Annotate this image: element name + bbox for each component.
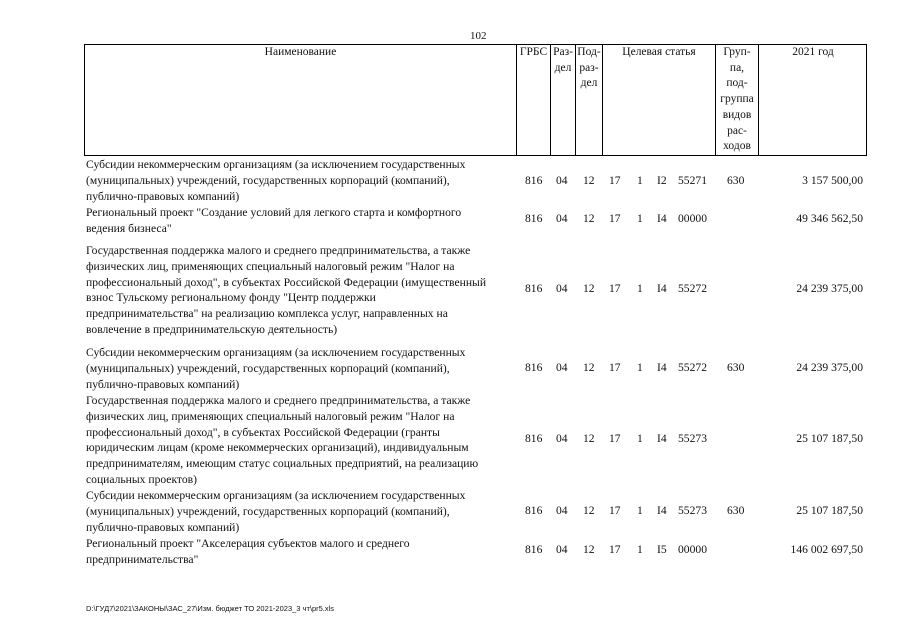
row-target-1: 17 <box>609 282 621 295</box>
row-podrazdel: 12 <box>583 543 595 556</box>
row-razdel: 04 <box>556 282 568 295</box>
header-podrazdel: Под- раз- дел <box>576 45 603 156</box>
page-number: 102 <box>470 30 487 42</box>
row-target-3: I4 <box>657 361 667 374</box>
header-grbs: ГРБС <box>517 45 551 156</box>
row-name: Субсидии некоммерческим организациям (за исключением государственных (муниципальных) учреждений, государственных корпораций (компаний), публично-правовых компаний) <box>86 489 466 534</box>
row-target-4: 00000 <box>678 212 707 225</box>
row-grbs: 816 <box>525 282 543 295</box>
row-razdel: 04 <box>556 212 568 225</box>
row-target-2: 1 <box>637 543 643 556</box>
row-name: Субсидии некоммерческим организациям (за исключением государственных (муниципальных) учреждений, государственных корпораций (компаний), публично-правовых компаний) <box>86 346 466 391</box>
row-podrazdel: 12 <box>583 174 595 187</box>
row-target-4: 55271 <box>678 174 707 187</box>
table-row <box>84 393 867 489</box>
row-target-3: I5 <box>657 543 667 556</box>
row-target-3: I4 <box>657 282 667 295</box>
row-grbs: 816 <box>525 504 543 517</box>
header-name: Наименование <box>85 45 517 156</box>
row-target-2: 1 <box>637 174 643 187</box>
row-amount: 25 107 187,50 <box>796 432 863 445</box>
row-target-1: 17 <box>609 361 621 374</box>
row-podrazdel: 12 <box>583 361 595 374</box>
file-path-footer: D:\ГУД7\2021\ЗАКОНЫ\ЗАС_27\Изм. бюджет ТО 2021-2023_3 чт\pr5.xls <box>86 604 335 613</box>
row-target-3: I4 <box>657 212 667 225</box>
row-target-3: I2 <box>657 174 667 187</box>
row-podrazdel: 12 <box>583 432 595 445</box>
row-grbs: 816 <box>525 361 543 374</box>
row-amount: 49 346 562,50 <box>796 212 863 225</box>
row-grbs: 816 <box>525 432 543 445</box>
row-amount: 24 239 375,00 <box>796 361 863 374</box>
row-razdel: 04 <box>556 432 568 445</box>
row-grbs: 816 <box>525 174 543 187</box>
header-expense-group: Груп- па, под- группа видов рас- ходов <box>716 45 759 156</box>
header-target-article: Целевая статья <box>603 45 716 156</box>
row-razdel: 04 <box>556 361 568 374</box>
row-target-2: 1 <box>637 212 643 225</box>
row-amount: 3 157 500,00 <box>802 174 863 187</box>
row-amount: 24 239 375,00 <box>796 282 863 295</box>
row-razdel: 04 <box>556 504 568 517</box>
row-target-1: 17 <box>609 432 621 445</box>
row-name: Региональный проект "Создание условий для легкого старта и комфортного ведения бизнеса" <box>86 206 462 235</box>
row-expense-group: 630 <box>727 361 745 374</box>
row-podrazdel: 12 <box>583 504 595 517</box>
row-name: Региональный проект "Акселерация субъектов малого и среднего предпринимательства" <box>86 537 410 566</box>
row-razdel: 04 <box>556 543 568 556</box>
table-header <box>84 44 867 156</box>
row-podrazdel: 12 <box>583 212 595 225</box>
row-target-3: I4 <box>657 504 667 517</box>
header-razdel: Раз- дел <box>551 45 576 156</box>
row-target-1: 17 <box>609 543 621 556</box>
row-target-2: 1 <box>637 432 643 445</box>
row-target-3: I4 <box>657 432 667 445</box>
row-target-2: 1 <box>637 282 643 295</box>
row-target-4: 55273 <box>678 432 707 445</box>
row-razdel: 04 <box>556 174 568 187</box>
row-target-2: 1 <box>637 361 643 374</box>
row-target-2: 1 <box>637 504 643 517</box>
row-podrazdel: 12 <box>583 282 595 295</box>
row-expense-group: 630 <box>727 174 745 187</box>
row-target-4: 00000 <box>678 543 707 556</box>
row-target-4: 55272 <box>678 282 707 295</box>
table-row <box>84 243 867 339</box>
row-name: Субсидии некоммерческим организациям (за исключением государственных (муниципальных) учреждений, государственных корпораций (компаний), публично-правовых компаний) <box>86 158 466 203</box>
row-target-1: 17 <box>609 212 621 225</box>
row-amount: 25 107 187,50 <box>796 504 863 517</box>
table-row <box>84 536 867 568</box>
row-name: Государственная поддержка малого и среднего предпринимательства, а также физических лиц, применяющих специальный налоговый режим "Налог на профессиональный доход", в субъектах Российской Федерации (имущественный взнос Тульскому региональному фонду "Центр поддержки предпринимательства" на реализацию комплекса услуг, направленных на вовлечение в предпринимательскую деятельность) <box>86 244 487 336</box>
table-row <box>84 205 867 237</box>
row-expense-group: 630 <box>727 504 745 517</box>
header-year: 2021 год <box>792 46 834 58</box>
table-row <box>84 345 867 393</box>
row-grbs: 816 <box>525 212 543 225</box>
table-row <box>84 488 867 536</box>
row-name: Государственная поддержка малого и среднего предпринимательства, а также физических лиц, применяющих специальный налоговый режим "Налог на профессиональный доход", в субъектах Российской Федерации (гранты юридическим лицам (кроме некоммерческих организаций), индивидуальным предпринимателям, имеющим статус социальных предприятий, на реализацию социальных проектов) <box>86 394 479 486</box>
row-amount: 146 002 697,50 <box>790 543 863 556</box>
row-grbs: 816 <box>525 543 543 556</box>
table-row <box>84 157 867 205</box>
row-target-1: 17 <box>609 504 621 517</box>
row-target-4: 55273 <box>678 504 707 517</box>
row-target-1: 17 <box>609 174 621 187</box>
row-target-4: 55272 <box>678 361 707 374</box>
